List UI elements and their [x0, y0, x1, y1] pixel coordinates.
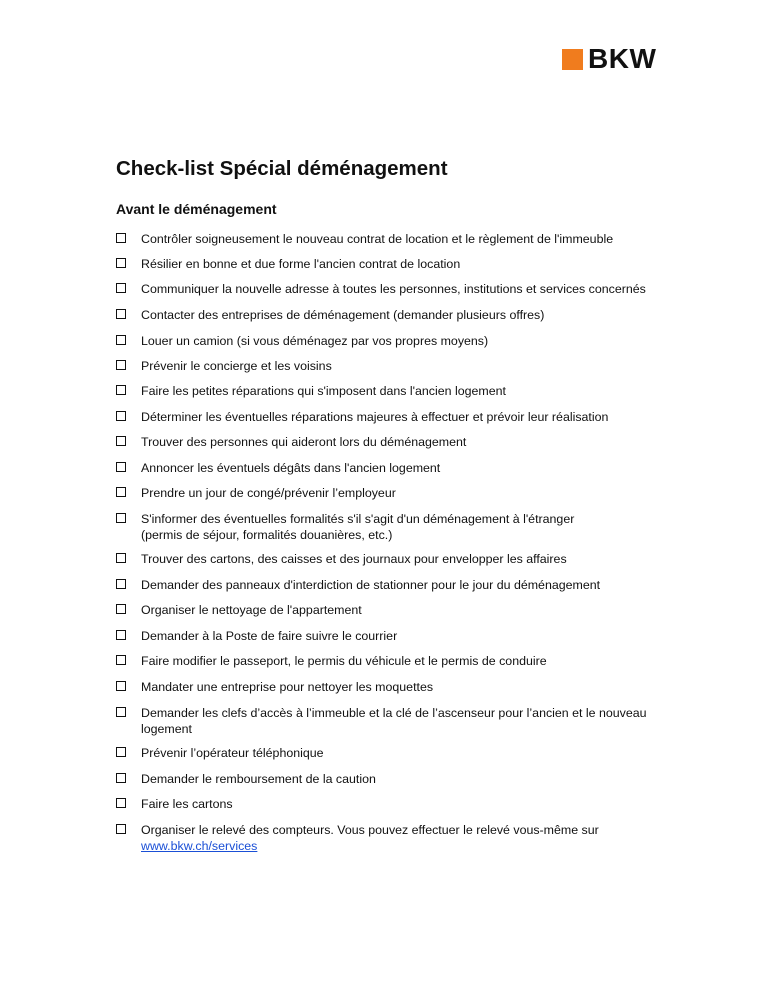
item-text-line: Organiser le relevé des compteurs. Vous pouvez effectuer le relevé vous-même sur: [141, 823, 599, 837]
item-text-line: Faire les cartons: [141, 797, 233, 811]
services-link[interactable]: www.bkw.ch/services: [141, 839, 258, 853]
checklist-item-text: [141, 551, 676, 567]
item-text-line: Communiquer la nouvelle adresse à toutes les personnes, institutions et services concernés: [141, 282, 646, 296]
item-text-line: Prévenir le concierge et les voisins: [141, 359, 332, 373]
item-text-line: Trouver des personnes qui aideront lors du déménagement: [141, 435, 467, 449]
checkbox-icon[interactable]: [116, 579, 126, 589]
checklist-item-text: [141, 602, 676, 618]
checkbox-icon[interactable]: [116, 655, 126, 665]
checkbox-icon[interactable]: [116, 258, 126, 268]
item-text-line: S'informer des éventuelles formalités s'il s'agit d'un déménagement à l'étranger: [141, 512, 575, 526]
checkbox-icon[interactable]: [116, 385, 126, 395]
checklist-item-text: [141, 281, 676, 297]
item-text-line: (permis de séjour, formalités douanières, etc.): [141, 528, 393, 542]
item-text-line: Louer un camion (si vous déménagez par vos propres moyens): [141, 334, 489, 348]
checklist-item-text: [141, 307, 676, 323]
checkbox-icon[interactable]: [116, 747, 126, 757]
checklist-item-text: [141, 822, 676, 854]
item-text-line: Prévenir l’opérateur téléphonique: [141, 746, 324, 760]
checkbox-icon[interactable]: [116, 233, 126, 243]
checklist-item-text: [141, 333, 676, 349]
checklist-item-text: [141, 231, 676, 247]
checklist-item-text: [141, 256, 676, 272]
checklist-item-text: [141, 771, 676, 787]
item-text-line: Déterminer les éventuelles réparations majeures à effectuer et prévoir leur réalisation: [141, 410, 609, 424]
checklist-item-text: [141, 409, 676, 425]
checkbox-icon[interactable]: [116, 707, 126, 717]
logo-square-icon: [562, 49, 583, 70]
checklist-item-text: [141, 653, 676, 669]
checklist-item-text: [141, 485, 676, 501]
checklist-item-text: [141, 679, 676, 695]
item-text-line: Demander des panneaux d'interdiction de stationner pour le jour du déménagement: [141, 578, 601, 592]
checkbox-icon[interactable]: [116, 513, 126, 523]
checkbox-icon[interactable]: [116, 604, 126, 614]
item-text-line: Trouver des cartons, des caisses et des journaux pour envelopper les affaires: [141, 552, 567, 566]
checkbox-icon[interactable]: [116, 462, 126, 472]
page-title: Check-list Spécial déménagement: [116, 157, 448, 180]
item-text-line: Demander le remboursement de la caution: [141, 772, 376, 786]
item-text-line: Contrôler soigneusement le nouveau contrat de location et le règlement de l'immeuble: [141, 232, 614, 246]
item-text-line: Annoncer les éventuels dégâts dans l'ancien logement: [141, 461, 441, 475]
checklist-item-text: [141, 358, 676, 374]
item-text-line: Mandater une entreprise pour nettoyer les moquettes: [141, 680, 434, 694]
bkw-logo: [562, 43, 657, 74]
checkbox-icon[interactable]: [116, 681, 126, 691]
checkbox-icon[interactable]: [116, 283, 126, 293]
item-text-line: Faire les petites réparations qui s'imposent dans l'ancien logement: [141, 384, 506, 398]
checklist-item-text: [141, 628, 676, 644]
item-text-line: Faire modifier le passeport, le permis du véhicule et le permis de conduire: [141, 654, 547, 668]
checkbox-icon[interactable]: [116, 335, 126, 345]
checkbox-icon[interactable]: [116, 360, 126, 370]
item-text-line: logement: [141, 722, 192, 736]
checklist-item-text: [141, 705, 676, 737]
checkbox-icon[interactable]: [116, 553, 126, 563]
logo-text: BKW: [588, 43, 657, 74]
checklist-item-text: [141, 577, 676, 593]
checkbox-icon[interactable]: [116, 309, 126, 319]
section-title: Avant le déménagement: [116, 201, 277, 217]
checklist-item-text: [141, 434, 676, 450]
item-text-line: Organiser le nettoyage de l'appartement: [141, 603, 362, 617]
checklist-item-text: [141, 383, 676, 399]
checklist-item-text: [141, 460, 676, 476]
item-text-line: Contacter des entreprises de déménagement (demander plusieurs offres): [141, 308, 545, 322]
checkbox-icon[interactable]: [116, 824, 126, 834]
item-text-line: Prendre un jour de congé/prévenir l’employeur: [141, 486, 396, 500]
checkbox-icon[interactable]: [116, 798, 126, 808]
checklist-item-text: [141, 511, 676, 543]
checkbox-icon[interactable]: [116, 411, 126, 421]
checklist-item-text: [141, 745, 676, 761]
checkbox-icon[interactable]: [116, 630, 126, 640]
checkbox-icon[interactable]: [116, 487, 126, 497]
checkbox-icon[interactable]: [116, 773, 126, 783]
item-text-line: Demander à la Poste de faire suivre le courrier: [141, 629, 398, 643]
checkbox-icon[interactable]: [116, 436, 126, 446]
checklist-item-text: [141, 796, 676, 812]
item-text-line: Demander les clefs d’accès à l’immeuble et la clé de l’ascenseur pour l’ancien et le nouveau: [141, 706, 647, 720]
item-text-line: Résilier en bonne et due forme l'ancien contrat de location: [141, 257, 461, 271]
